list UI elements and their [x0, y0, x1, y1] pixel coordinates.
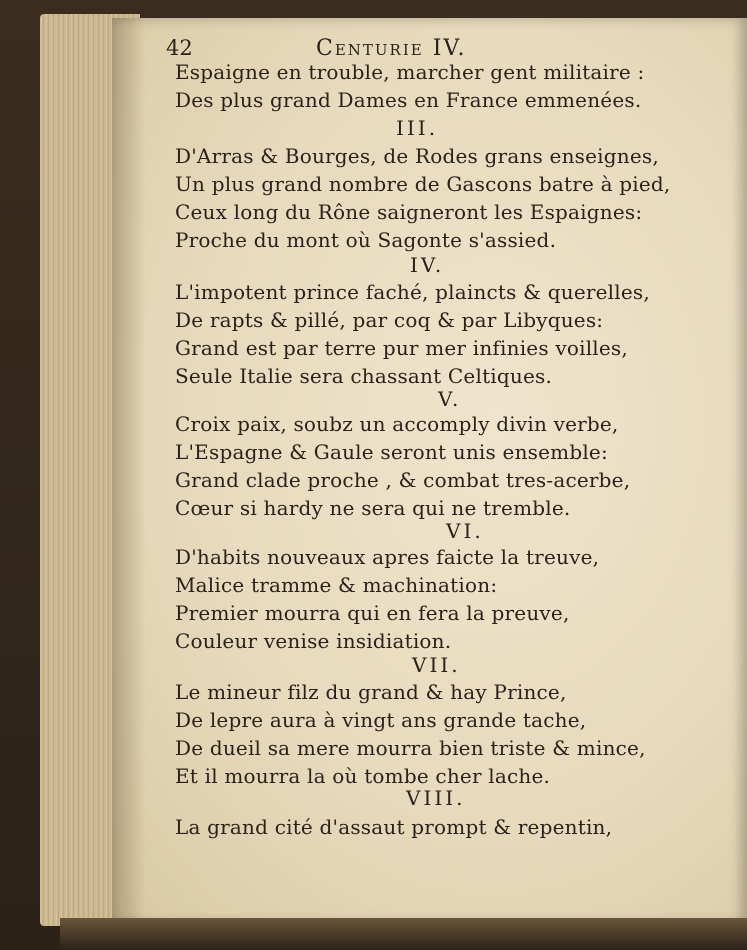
verse-line: Proche du mont où Sagonte s'assied.	[175, 228, 557, 252]
verse-line: Le mineur filz du grand & hay Prince,	[175, 680, 567, 704]
page-number: 42	[166, 36, 193, 60]
verse-line: De lepre aura à vingt ans grande tache,	[175, 708, 587, 732]
verse-line: Espaigne en trouble, marcher gent militaire :	[175, 60, 645, 84]
verse-line: Ceux long du Rône saigneront les Espaignes:	[175, 200, 643, 224]
verse-line: L'impotent prince faché, plaincts & querelles,	[175, 280, 650, 304]
verse-line: D'habits nouveaux apres faicte la treuve,	[175, 545, 600, 569]
verse-line: Grand est par terre pur mer infinies voilles,	[175, 336, 628, 360]
verse-line: Croix paix, soubz un accomply divin verbe,	[175, 412, 619, 436]
verse-line: Et il mourra la où tombe cher lache.	[175, 764, 551, 788]
quatrain-number: VIII.	[406, 786, 466, 810]
verse-line: La grand cité d'assaut prompt & repentin,	[175, 815, 613, 839]
verse-line: D'Arras & Bourges, de Rodes grans enseignes,	[175, 144, 659, 168]
verse-line: Cœur si hardy ne sera qui ne tremble.	[175, 496, 571, 520]
verse-line: Un plus grand nombre de Gascons batre à pied,	[175, 172, 671, 196]
verse-line: L'Espagne & Gaule seront unis ensemble:	[175, 440, 608, 464]
quatrain-number: VII.	[412, 653, 461, 677]
quatrain-number: III.	[396, 116, 439, 140]
verse-line: Des plus grand Dames en France emmenées.	[175, 88, 642, 112]
verse-line: De dueil sa mere mourra bien triste & mince,	[175, 736, 646, 760]
quatrain-number: VI.	[446, 519, 484, 543]
quatrain-number: V.	[438, 387, 462, 411]
verse-line: Premier mourra qui en fera la preuve,	[175, 601, 570, 625]
verse-line: Grand clade proche , & combat tres-acerbe,	[175, 468, 631, 492]
running-head: Centurie IV.	[316, 36, 467, 61]
page-gutter-shadow	[112, 18, 146, 923]
book-bottom-edge	[60, 918, 747, 950]
verse-line: Couleur venise insidiation.	[175, 629, 452, 653]
verse-line: Seule Italie sera chassant Celtiques.	[175, 364, 553, 388]
quatrain-number: IV.	[410, 253, 445, 277]
verse-line: Malice tramme & machination:	[175, 573, 498, 597]
verse-line: De rapts & pillé, par coq & par Libyques:	[175, 308, 604, 332]
